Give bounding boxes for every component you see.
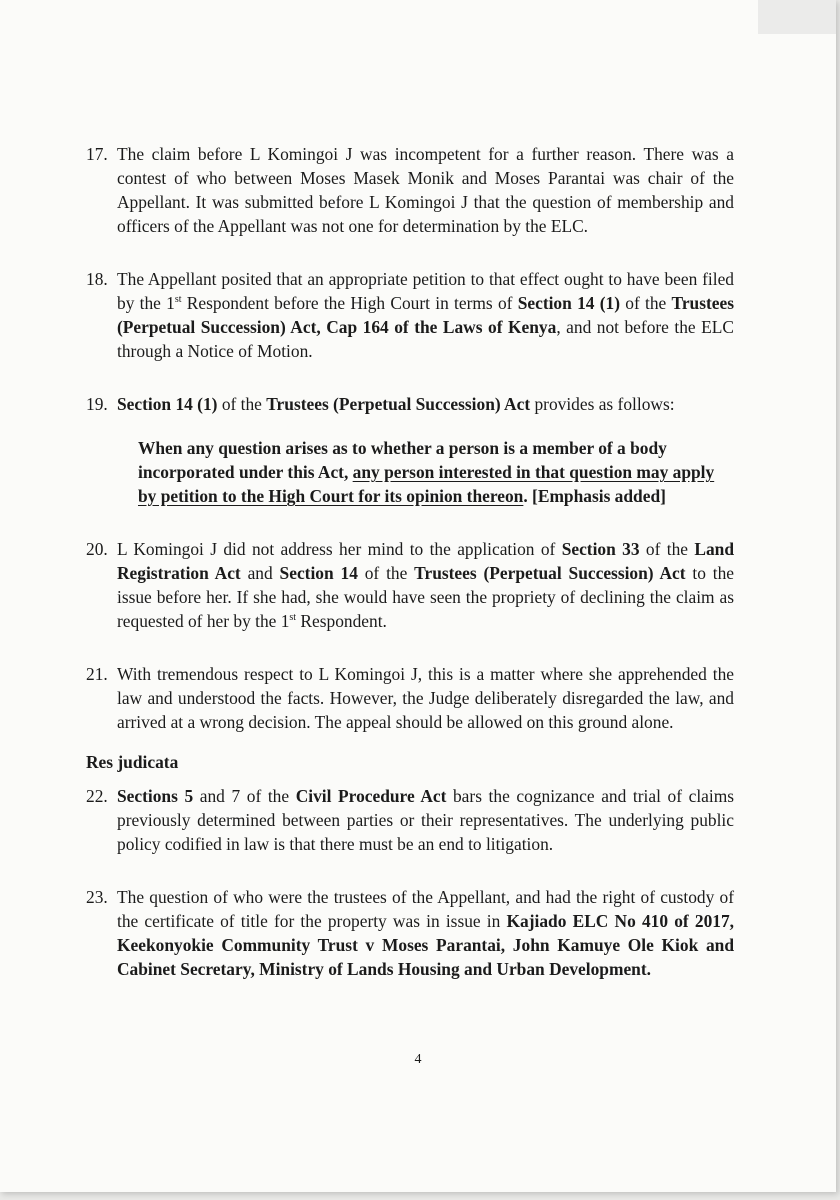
paragraph-number: 17.: [86, 144, 108, 164]
case-citation: Kajiado ELC No 410 of 2017, Keekonyokie Community Trust v Moses Parantai, John Kamuye Ole Kiok and Cabinet Secretary, Ministry of Lands Housing and Urban Development.: [117, 911, 735, 979]
paragraph-text: Respondent before the High Court in terms of: [181, 293, 518, 313]
paragraph-number: 18.: [86, 269, 108, 289]
statute-reference: Sections 5: [117, 786, 194, 806]
page-number: 4: [414, 1052, 422, 1067]
paragraph-text: L Komingoi J did not address her mind to the application of: [117, 539, 562, 559]
paragraph-text: provides as follows:: [530, 394, 675, 414]
paragraph-number: 20.: [86, 539, 108, 559]
paragraph-text: of the: [639, 539, 695, 559]
quote-text: When any question arises as to whether a person is a member of a body incorporated under this Act,: [138, 438, 667, 482]
paragraph-number: 23.: [86, 887, 108, 907]
paragraph-text: The Appellant posited that an appropriate petition to that effect ought to have been filed by the 1: [117, 269, 734, 313]
statute-reference: Section 14 (1): [117, 394, 218, 414]
statute-reference: Trustees (Perpetual Succession) Act: [266, 394, 531, 414]
paragraph-number: 21.: [86, 664, 108, 684]
ordinal-suffix: st: [174, 294, 182, 306]
page-corner: [758, 0, 836, 34]
paragraph-text: of the: [357, 563, 415, 583]
section-heading: Res judicata: [86, 752, 179, 772]
paragraph-text: to the issue before her. If she had, she would have seen the propriety of declining the claim as requested of her by the 1: [117, 563, 735, 631]
paragraph-text: of the: [620, 293, 672, 313]
paragraph-text: bars the cognizance and trial of claims previously determined between parties or their representatives. The underlying public policy codified in law is that there must be an end to litigation.: [117, 786, 734, 854]
paragraph-number: 22.: [86, 786, 108, 806]
quote-emphasis: any person interested in that question may apply by petition to the High Court for its opinion thereon: [138, 462, 715, 506]
paragraph-text: and: [240, 563, 280, 583]
paragraph-20: [86, 537, 734, 633]
paragraph-text: , and not before the ELC through a Notice of Motion.: [117, 317, 734, 361]
paragraph-text: Respondent.: [296, 611, 387, 631]
statutory-quotation: [138, 436, 728, 508]
statute-reference: Land Registration Act: [117, 539, 735, 583]
paragraph-number: 19.: [86, 394, 108, 414]
paragraph-22: [86, 784, 734, 856]
paragraph-18: [86, 267, 734, 363]
paragraph-21: [86, 662, 734, 734]
paragraph-text: The claim before L Komingoi J was incompetent for a further reason. There was a contest of who between Moses Masek Monik and Moses Parantai was chair of the Appellant. It was submitted before L Komingoi J that the question of membership and officers of the Appellant was not one for determination by the ELC.: [117, 144, 734, 236]
paragraph-text: The question of who were the trustees of the Appellant, and had the right of custody of the certificate of title for the property was in issue in: [117, 887, 734, 931]
ordinal-suffix: st: [289, 612, 297, 624]
statute-reference: Section 33: [561, 539, 640, 559]
paragraph-23: [86, 885, 734, 981]
statute-reference: Civil Procedure Act: [295, 786, 447, 806]
paragraph-19: [86, 392, 734, 416]
document-body: [86, 142, 734, 1010]
quote-tail: . [Emphasis added]: [523, 486, 666, 506]
paragraph-text: With tremendous respect to L Komingoi J, this is a matter where she apprehended the law and understood the facts. However, the Judge deliberately disregarded the law, and arrived at a wrong decision. The appeal should be allowed on this ground alone.: [117, 664, 734, 732]
statute-reference: Trustees (Perpetual Succession) Act, Cap 164 of the Laws of Kenya: [117, 293, 734, 337]
statute-reference: Trustees (Perpetual Succession) Act: [414, 563, 686, 583]
paragraph-text: of the: [217, 394, 267, 414]
paragraph-17: [86, 142, 734, 238]
statute-reference: Section 14 (1): [517, 293, 620, 313]
paragraph-text: and 7 of the: [193, 786, 296, 806]
statute-reference: Section 14: [279, 563, 358, 583]
